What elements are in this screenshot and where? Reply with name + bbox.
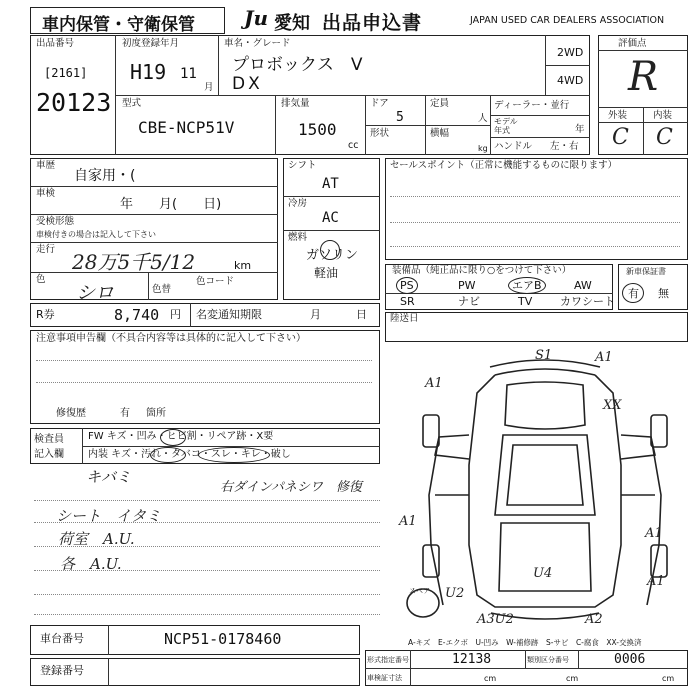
color-label: 色 — [36, 274, 46, 285]
color-change-label: 色替 — [152, 284, 172, 295]
repair-value: 有 — [120, 408, 130, 419]
name-change-month: 月 — [310, 308, 321, 321]
vehicle-size-label: 車検証寸法 — [367, 674, 402, 682]
inspector-mark-1 — [160, 429, 186, 446]
name-change-day: 日 — [356, 308, 367, 321]
model-code-label: 型式 — [122, 98, 142, 109]
diagram-mark-a1-left-front: A1 — [425, 376, 443, 391]
width-label: 横幅 — [430, 128, 450, 139]
repair-label: 修復歴 — [56, 408, 86, 419]
inspector-row1: FW キズ・凹み・ヒビ割・リペア跡・X要 — [88, 431, 274, 442]
inspector-mark-3 — [198, 447, 270, 463]
ac-label: 冷房 — [288, 198, 308, 209]
name-change-label: 名変通知期限 — [196, 308, 262, 321]
model-name-label: 車名・グレード — [224, 38, 291, 49]
recycle-value: 8,740 — [114, 306, 160, 324]
mileage-label: 走行 — [36, 244, 56, 255]
equip-aw: AW — [574, 279, 592, 292]
form-class-label: 類別区分番号 — [527, 656, 569, 664]
mileage-unit: km — [234, 259, 252, 272]
first-reg-year: H19 — [130, 60, 167, 84]
transfer-label: 陸送日 — [390, 313, 419, 324]
handwritten-note-3: シート イタミ — [56, 507, 162, 525]
equip-tv: TV — [518, 295, 533, 308]
fuel-gas: ガソリン — [306, 248, 359, 263]
chassis-value: NCP51-0178460 — [164, 630, 282, 648]
history-label: 車歴 — [36, 160, 56, 171]
shape-label: 形状 — [370, 128, 390, 139]
model-year-unit: 年 — [575, 124, 585, 135]
vehicle-size-unit-3: cm — [662, 674, 675, 683]
fuel-circle — [320, 240, 340, 260]
interior-rating: C — [656, 125, 673, 150]
drive-4wd: 4WD — [557, 74, 584, 87]
first-reg-month: 11 — [180, 66, 197, 82]
doors-label: ドア — [370, 98, 389, 109]
inspector-row2: 内装 キズ・汚れ・タバコ・スレ・キレ・破し — [88, 449, 291, 460]
sales-point-label: セールスポイント（正常に機能するものに限ります） — [390, 160, 618, 171]
displacement-unit: cc — [348, 140, 359, 151]
recycle-label: R券 — [36, 308, 55, 321]
vehicle-size-unit-1: cm — [484, 674, 497, 683]
form-class-value: 0006 — [614, 652, 646, 667]
receipt-note: 車検付きの場合は記入して下さい — [36, 230, 156, 239]
storage-label: 車内保管・守衛保管 — [42, 15, 195, 35]
sales-point-block — [385, 158, 688, 260]
equip-ps: PS — [400, 279, 414, 292]
form-title: 出品申込書 — [322, 12, 423, 34]
equip-airbag-circle — [508, 277, 546, 294]
exterior-label: 外装 — [608, 110, 628, 121]
spare-label: スペア — [409, 587, 430, 595]
handwritten-note-4: 荷室 A.U. — [58, 530, 135, 548]
model-code: CBE-NCP51V — [138, 118, 235, 137]
model-grade: DX — [232, 74, 263, 94]
diagram-mark-a1-right-rear: A1 — [645, 526, 663, 541]
logo-mark: Ju — [244, 6, 269, 30]
handle-label: ハンドル — [494, 141, 533, 152]
ac-value: AC — [322, 210, 339, 226]
warranty-has: 有 — [628, 287, 639, 300]
interior-label: 内装 — [653, 110, 673, 121]
org-name: 愛知 — [274, 13, 310, 34]
diagram-mark-a1-left-rear: A1 — [399, 514, 417, 529]
inspector-label: 検査員 記入欄 — [34, 434, 64, 460]
warranty-none: 無 — [658, 287, 669, 300]
doors-value: 5 — [396, 110, 404, 125]
lot-sub-number: [2161] — [44, 66, 88, 80]
equipment-label: 装備品（純正品に限り○をつけて下さい） — [392, 265, 572, 276]
diagram-mark-a2: A2 — [585, 612, 603, 627]
fuel-label: 燃料 — [288, 232, 308, 243]
handwritten-note-2: 右ダインパネシワ 修復 — [220, 480, 362, 495]
equip-airbag: エアB — [512, 279, 542, 292]
handwritten-note-1: キバミ — [86, 468, 132, 486]
lot-label: 出品番号 — [36, 38, 75, 49]
drive-2wd: 2WD — [557, 46, 584, 59]
org-english: JAPAN USED CAR DEALERS ASSOCIATION — [470, 15, 665, 26]
damage-legend: A-キズ E-エクボ U-凹み W-補修跡 S-サビ C-腐食 XX-交換済 — [408, 638, 642, 647]
receipt-label: 受検形態 — [36, 216, 75, 227]
diagram-mark-a3u2: A3U2 — [477, 612, 514, 627]
model-year-label: モデル 年式 — [494, 117, 518, 135]
color-code-label: 色コード — [196, 276, 235, 287]
handwritten-note-5: 各 A.U. — [60, 555, 122, 573]
first-reg-month-unit: 月 — [204, 82, 214, 93]
inspection-label: 車検 — [36, 188, 56, 199]
shift-label: シフト — [288, 160, 317, 171]
lot-number: 20123 — [36, 88, 112, 117]
first-reg-label: 初度登録年月 — [122, 38, 180, 49]
equip-pw: PW — [458, 279, 476, 292]
dealer-label: ディーラー・並行 — [494, 100, 570, 111]
transfer-block — [385, 312, 688, 342]
notes-label: 注意事項申告欄（不具合内容等は具体的に記入して下さい） — [36, 333, 306, 344]
width-unit: kg — [478, 144, 488, 153]
diagram-mark-u2: U2 — [445, 586, 465, 601]
model-name: プロボックス V — [232, 55, 363, 75]
equip-seat: カワシート — [560, 295, 615, 308]
color-value: シロ — [76, 282, 115, 304]
diagram-mark-u4: U4 — [533, 566, 553, 581]
capacity-label: 定員 — [430, 98, 450, 109]
warranty-label: 新車保証書 — [626, 267, 666, 276]
mileage-value: 28万5千5/12 — [72, 250, 196, 274]
vehicle-size-unit-2: cm — [566, 674, 579, 683]
recycle-unit: 円 — [170, 308, 181, 321]
rating-label: 評価点 — [618, 38, 647, 49]
fuel-light-oil: 軽油 — [314, 266, 339, 280]
inspection-value: 年 月( 日) — [120, 197, 222, 212]
registration-label: 登録番号 — [40, 664, 84, 677]
repair-place-label: 箇所 — [146, 408, 166, 419]
shift-value: AT — [322, 176, 339, 192]
diagram-mark-xx: XX — [603, 398, 622, 413]
inspector-mark-2 — [150, 447, 186, 463]
history-value: 自家用・( — [74, 168, 136, 184]
equip-ps-circle — [396, 277, 418, 294]
displacement-value: 1500 — [298, 120, 337, 139]
form-spec-label: 形式指定番号 — [367, 656, 409, 664]
rating-score: R — [628, 54, 659, 100]
exterior-rating: C — [612, 125, 629, 150]
equip-sr: SR — [400, 295, 415, 308]
warranty-has-circle — [622, 283, 644, 303]
form-spec-value: 12138 — [452, 652, 492, 667]
equip-navi: ナビ — [458, 295, 480, 308]
diagram-mark-s1: S1 — [535, 348, 553, 363]
handle-value: 左・右 — [550, 141, 579, 152]
car-damage-diagram — [395, 345, 695, 635]
capacity-unit: 人 — [478, 113, 488, 124]
diagram-mark-a1-front: A1 — [595, 350, 613, 365]
diagram-mark-a1-right-corner: A1 — [647, 574, 665, 589]
chassis-label: 車台番号 — [40, 632, 84, 645]
displacement-label: 排気量 — [281, 98, 310, 109]
